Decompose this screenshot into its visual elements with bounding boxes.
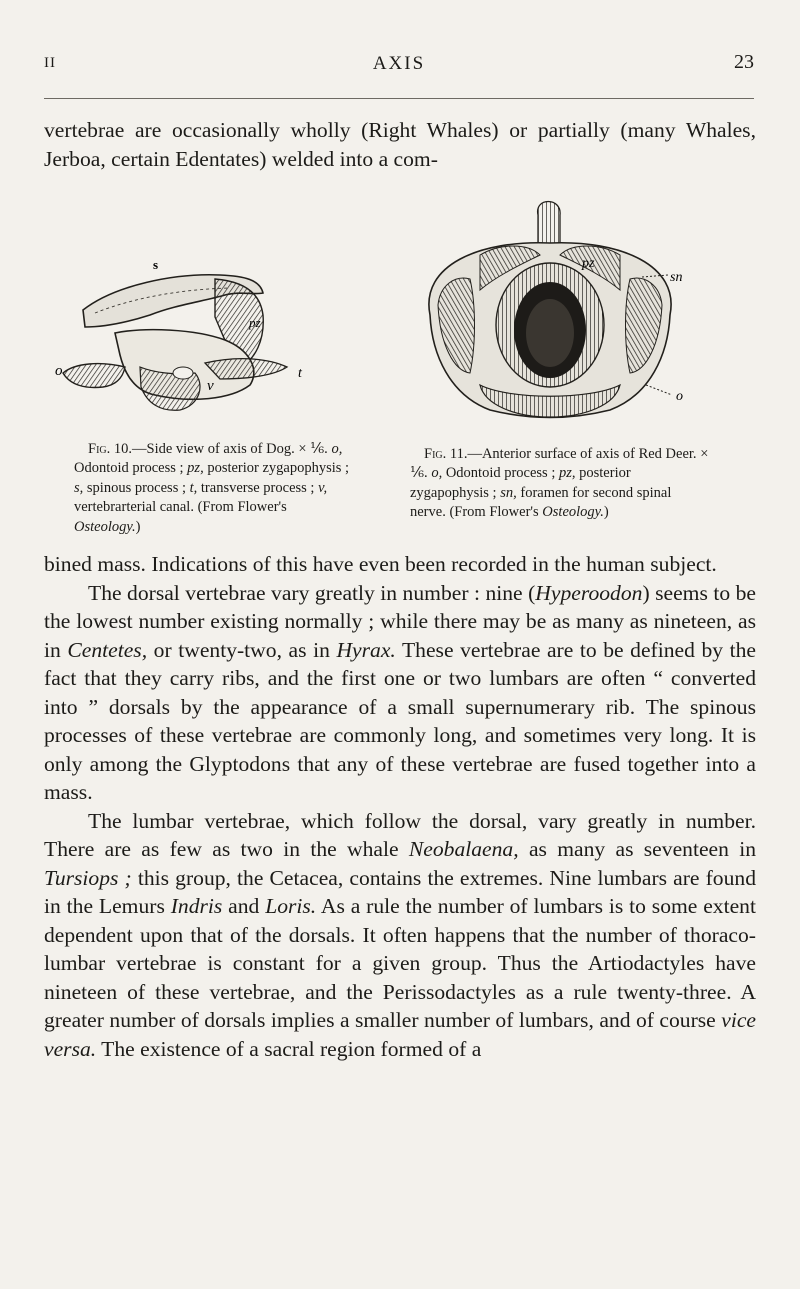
fig10-scale: × ⅙. [298,441,328,457]
fig11-source-post: ) [603,504,609,521]
p2-text-3: or twenty-two, as in [147,637,337,662]
figure-10 [55,255,325,420]
label-t: t [298,366,302,381]
fig11-pz-label: pz, [558,465,576,482]
label-o: o [676,389,683,404]
fig10-number: Fig. 10. [88,441,132,457]
fig11-o-label: o, [431,465,443,482]
p2-italic-hyperoodon: Hyperoodon [535,580,643,605]
figure-10-caption [74,440,350,537]
figure-11-caption [410,445,710,523]
fig10-o-text: Odontoid process ; [74,460,184,477]
label-s: s [153,257,159,272]
opening-text: vertebrae are occasionally wholly (Right Whales) or partially (many Whales, Jerboa, certain Edentates) welded into a com- [44,118,756,171]
fig10-o-label: o, [331,441,343,457]
label-o: o [55,363,63,379]
fig11-pz-text: posterior zygapophysis ; [410,465,631,501]
p2-italic-centetes: Centetes, [67,637,148,662]
fig10-t-label: t, [189,479,198,496]
p3-italic-vice-versa: vice versa. [44,1008,756,1061]
label-pz: pz [582,256,595,271]
fig11-source-pre: (From Flower's [449,504,539,521]
running-header [44,51,754,95]
p2-italic-hyrax: Hyrax. [336,637,396,662]
p2-text-2: ) seems to be the lowest number existing normally ; while there may be as many as nineteen, as in [44,580,756,662]
p3-italic-loris: Loris. [265,894,317,918]
fig10-source-post: ) [135,518,141,535]
main-text [44,550,756,1063]
running-title: AXIS [372,53,426,74]
dog-axis-illustration [55,255,325,420]
p2-text-1: The dorsal vertebrae vary greatly in number : nine ( [88,580,536,605]
fig10-pz-text: posterior zygapophysis ; [207,460,350,477]
fig10-t-text: transverse process ; [200,479,315,496]
fig11-o-text: Odontoid process ; [445,465,556,482]
opening-paragraph [44,116,756,173]
fig10-v-label: v, [318,479,328,496]
fig11-sn-label: sn, [500,484,517,501]
fig11-title: —Anterior surface of axis of Red Deer. [467,446,697,462]
p3-text-2: as many as seventeen in [518,837,757,861]
p2-text-4: These vertebrae are to be defined by the fact that they carry ribs, and the first one or two lumbars are often “ converted into ” dorsals by the appearance of a small supernumerary rib. The spinous processes of these vertebrae are commonly long, and sometimes very long. It is only among the Glyptodons that any of these vertebrae are fused together into a mass. [44,637,757,804]
p3-italic-neobalaena: Neobalaena, [408,837,519,861]
fig10-pz-label: pz, [187,460,204,477]
p3-italic-tursiops: Tursiops ; [44,865,132,890]
p3-text-6: The existence of a sacral region formed of a [96,1036,482,1061]
p3-text-1: The lumbar vertebrae, which follow the dorsal, vary greatly in number. There are as few as two in the whale [44,808,756,861]
fig10-s-label: s, [74,479,84,496]
paragraph-3 [44,807,756,1064]
p3-text-4: and [222,894,266,918]
fig10-title: —Side view of axis of Dog. [132,441,295,457]
p3-text-5: As a rule the number of lumbars is to some extent dependent upon that of the dorsals. It often happens that the number of thoraco-lumbar vertebrae is constant for a given group. Thus the Artiodactyles have nineteen of these vertebrae, and the Perissodactyles as a rule twenty-three. A greater number of dorsals implies a smaller number of lumbars, and of course [44,894,756,1032]
figure-11 [410,195,700,425]
p3-text-3: this group, the Cetacea, contains the extremes. Nine lumbars are found in the Lemurs [44,865,756,918]
fig11-scale: × ⅙. [410,446,709,482]
paragraph-1: bined mass. Indications of this have even been recorded in the human subject. [44,552,717,576]
fig11-number: Fig. 11. [424,446,468,462]
page-number: 23 [734,51,754,73]
red-deer-axis-illustration [410,195,700,425]
label-v: v [207,378,214,394]
p3-italic-indris: Indris [170,894,223,918]
fig10-v-text: vertebrarterial canal. [74,499,194,516]
fig10-s-text: spinous process ; [86,479,186,496]
label-sn: sn [670,270,683,285]
fig10-source-pre: (From Flower's [197,499,287,516]
fig11-source-book: Osteology. [542,504,604,521]
label-pz: pz [249,315,261,330]
chapter-numeral: II [44,55,56,71]
header-rule [44,98,754,99]
fig10-source-book: Osteology. [74,518,136,535]
paragraph-2 [44,579,756,807]
fig11-sn-text: foramen for second spinal nerve. [410,484,672,521]
